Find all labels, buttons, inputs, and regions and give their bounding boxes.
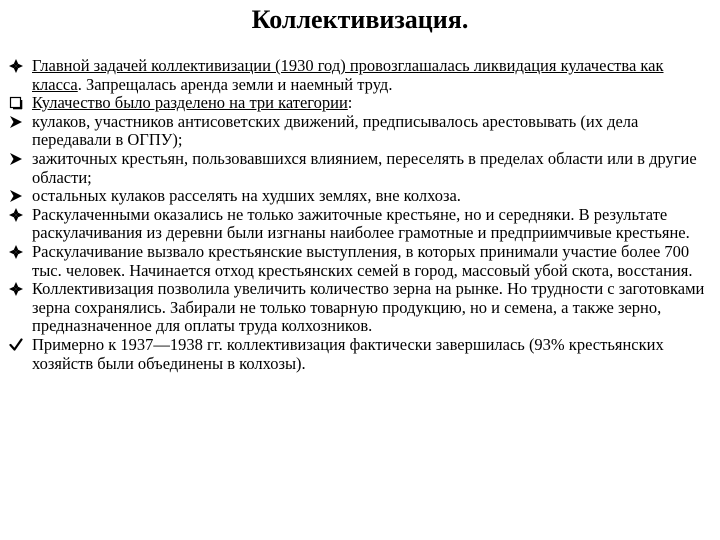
diamond-clover-bullet-icon (6, 206, 26, 225)
bullet-list (6, 57, 712, 373)
list-item (6, 187, 712, 206)
item-underlined-text: Главной задачей коллективизации (1930 год) провозглашалась ликвидация кулачества как класса (32, 56, 664, 94)
item-text: Примерно к 1937—1938 гг. коллективизация фактически завершилась (93% крестьянских хозяйств были объединены в колхозы). (32, 334, 664, 373)
list-item (6, 57, 712, 94)
item-text: Коллективизация позволила увеличить количество зерна на рынке. Но трудности с заготовками зерна сохранялись. Забирали не только товарную продукцию, но и семена, а также зерно, предназначенное для оплаты труда колхозников. (32, 279, 705, 336)
diamond-clover-bullet-icon (6, 280, 26, 299)
list-item (6, 94, 712, 113)
item-text: : (347, 93, 353, 113)
arrowhead-bullet-icon (6, 187, 26, 206)
list-item (6, 336, 712, 373)
slide-title: Коллективизация. (251, 5, 469, 34)
list-item (6, 206, 712, 243)
arrowhead-bullet-icon (6, 113, 26, 132)
item-underlined-text: Кулачество было разделено на три категории (32, 93, 348, 113)
item-text: . Запрещалась аренда земли и наемный труд. (77, 74, 393, 94)
item-text: остальных кулаков расселять на худших землях, вне колхоза. (32, 186, 461, 206)
item-text: зажиточных крестьян, пользовавшихся влиянием, переселять в пределах области или в другие области; (32, 148, 697, 187)
item-text: кулаков, участников антисоветских движений, предписывалось арестовывать (их дела передавали в ОГПУ); (32, 111, 639, 150)
diamond-clover-bullet-icon (6, 243, 26, 262)
item-text: Раскулачивание вызвало крестьянские выступления, в которых принимали участие более 700 тыс. человек. Начинается отход крестьянских семей в город, массовый убой скота, восстания. (32, 241, 693, 280)
arrowhead-bullet-icon (6, 150, 26, 169)
square-bullet-icon (6, 94, 26, 113)
list-item (6, 243, 712, 280)
checkmark-bullet-icon (6, 336, 26, 355)
item-text: Раскулаченными оказались не только зажиточные крестьяне, но и середняки. В результате раскулачивания из деревни были изгнаны наиболее грамотные и предприимчивые крестьяне. (32, 204, 690, 243)
diamond-clover-bullet-icon (6, 57, 26, 76)
list-item (6, 280, 712, 336)
list-item (6, 113, 712, 150)
list-item (6, 150, 712, 187)
